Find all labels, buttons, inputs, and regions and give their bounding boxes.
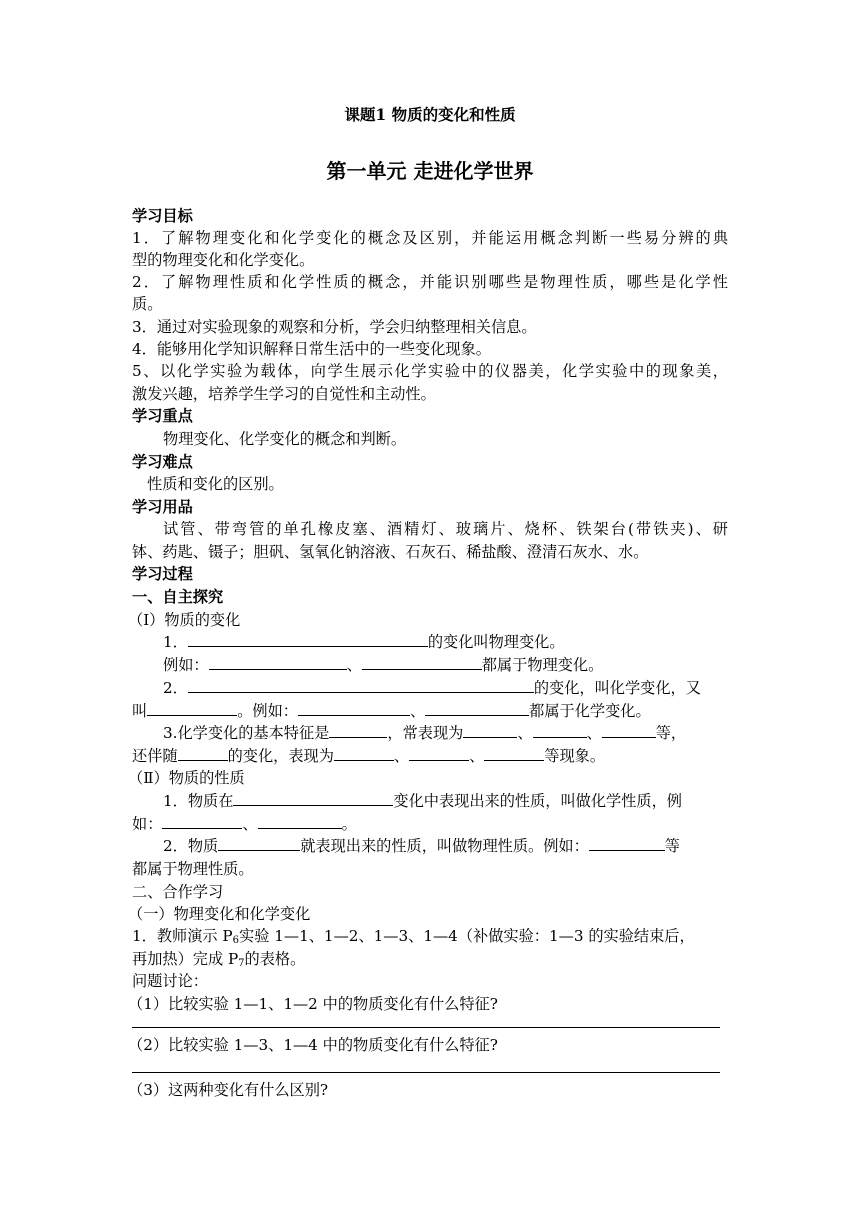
difficulty-heading: 学习难点 xyxy=(132,453,193,471)
q1-suffix: 的变化叫物理变化。 xyxy=(427,633,565,651)
page-subscript: 7 xyxy=(238,958,245,969)
q1-blank[interactable] xyxy=(188,632,428,647)
q1-example-blank-2[interactable] xyxy=(362,655,482,670)
process-heading: 学习过程 xyxy=(132,565,193,583)
p1-suffix: 变化中表现出来的性质，叫做化学性质，例 xyxy=(393,792,682,810)
materials-line-1: 试管、带弯管的单孔橡皮塞、酒精灯、玻璃片、烧杯、铁架台(带铁夹)、研 xyxy=(163,520,728,538)
q3b-blank-3[interactable] xyxy=(484,746,544,761)
goal-3: 3．通过对实验现象的观察和分析，学会归纳整理相关信息。 xyxy=(132,318,537,336)
discussion-question-2: （2）比较实验 1—3、1—4 中的物质变化有什么特征? xyxy=(128,1036,498,1054)
demo-line-2-start: 再加热）完成 P xyxy=(132,950,239,968)
answer-line-1[interactable] xyxy=(132,1027,720,1028)
q3-phenomenon-blank-3[interactable] xyxy=(602,723,656,738)
q3-feature-blank[interactable] xyxy=(329,723,387,738)
section-1-heading: （I）物质的变化 xyxy=(128,611,241,629)
lesson-title: 课题1 物质的变化和性质 xyxy=(344,105,516,124)
cooperative-subheading: （一）物理变化和化学变化 xyxy=(128,905,311,923)
p1-blank[interactable] xyxy=(233,791,393,806)
q3b-change-blank[interactable] xyxy=(178,746,228,761)
separator: 、 xyxy=(469,747,485,765)
q3b-blank-1[interactable] xyxy=(334,746,394,761)
materials-line-2: 钵、药匙、镊子；胆矾、氢氧化钠溶液、石灰石、稀盐酸、澄清石灰水、水。 xyxy=(132,543,649,561)
q1-number: 1． xyxy=(163,633,188,651)
goal-2a: 2．了解物理性质和化学性质的概念，并能识别哪些是物理性质，哪些是化学性 xyxy=(132,273,728,291)
p1-example-prefix: 如： xyxy=(132,815,163,833)
q2-blank[interactable] xyxy=(188,678,534,693)
answer-line-2[interactable] xyxy=(132,1072,720,1073)
q2-number: 2． xyxy=(163,679,188,697)
p1-example-suffix: 。 xyxy=(341,815,357,833)
separator: 、 xyxy=(586,724,602,742)
demo-line-2-end: 的表格。 xyxy=(244,950,306,968)
separator: 、 xyxy=(242,815,258,833)
goal-1b: 型的物理变化和化学变化。 xyxy=(132,251,315,269)
q2-alt-prefix: 叫 xyxy=(132,702,148,720)
p2-blank[interactable] xyxy=(218,836,300,851)
question-2 xyxy=(163,677,701,699)
unit-title: 第一单元 走进化学世界 xyxy=(326,159,534,183)
q3-suffix: 等， xyxy=(655,724,687,742)
question-1 xyxy=(163,631,565,653)
part-1-heading: 一、自主探究 xyxy=(132,588,224,606)
p1-prefix: 1．物质在 xyxy=(163,792,234,810)
p1-example-blank-2[interactable] xyxy=(258,814,342,829)
goal-1a: 1．了解物理变化和化学变化的概念及区别，并能运用概念判断一些易分辨的典 xyxy=(132,229,728,247)
question-1-example xyxy=(163,654,603,676)
q3b-suffix: 等现象。 xyxy=(544,747,605,765)
goal-2b: 质。 xyxy=(132,295,163,313)
page-subscript: 6 xyxy=(232,935,240,946)
cooperative-heading: 二、合作学习 xyxy=(132,883,224,901)
separator: 、 xyxy=(409,702,426,720)
separator: 、 xyxy=(517,724,533,742)
p2-example-blank[interactable] xyxy=(589,836,665,851)
q2-example-blank-2[interactable] xyxy=(425,701,529,716)
q3b-middle: 的变化，表现为 xyxy=(227,747,334,765)
q3-phenomenon-blank-2[interactable] xyxy=(533,723,587,738)
q3-phenomenon-blank-1[interactable] xyxy=(463,723,517,738)
question-2-alt xyxy=(132,700,651,722)
goal-5a: 5、以化学实验为载体，向学生展示化学实验中的仪器美，化学实验中的现象美， xyxy=(132,362,728,380)
q3-middle: ，常表现为 xyxy=(387,724,464,742)
question-3-continued xyxy=(132,745,605,767)
question-3 xyxy=(163,722,686,744)
q3-prefix: 3.化学变化的基本特征是 xyxy=(163,724,330,742)
separator: 、 xyxy=(393,747,410,765)
property-question-1-example xyxy=(132,813,357,835)
materials-heading: 学习用品 xyxy=(132,498,193,516)
property-question-1 xyxy=(163,790,682,812)
property-question-2-continued: 都属于物理性质。 xyxy=(132,860,254,878)
q1-example-blank-1[interactable] xyxy=(209,655,347,670)
p2-middle: 就表现出来的性质，叫做物理性质。例如： xyxy=(300,837,589,855)
property-question-2 xyxy=(163,835,680,857)
demo-line-1-start: 1．教师演示 P xyxy=(132,927,233,945)
discussion-question-3: （3）这两种变化有什么区别? xyxy=(128,1081,329,1099)
q2-example-prefix: 。例如： xyxy=(237,702,298,720)
difficulty-text: 性质和变化的区别。 xyxy=(147,475,284,493)
q3b-prefix: 还伴随 xyxy=(132,747,178,765)
demo-line-1-end: 实验 1—1、1—2、1—3、1—4（补做实验：1—3 的实验结束后， xyxy=(239,927,695,945)
goal-4: 4．能够用化学知识解释日常生活中的一些变化现象。 xyxy=(132,340,491,358)
goal-5b: 激发兴趣，培养学生学习的自觉性和主动性。 xyxy=(132,385,436,403)
section-2-heading: （Ⅱ）物质的性质 xyxy=(128,769,245,787)
key-heading: 学习重点 xyxy=(132,407,193,425)
q1-example-prefix: 例如： xyxy=(163,656,209,674)
q2-example-blank-1[interactable] xyxy=(298,701,410,716)
goals-heading: 学习目标 xyxy=(132,207,193,225)
p2-suffix: 等 xyxy=(664,837,680,855)
separator: 、 xyxy=(346,656,362,674)
q2-suffix: 的变化，叫化学变化，又 xyxy=(533,679,701,697)
p2-prefix: 2．物质 xyxy=(163,837,219,855)
q3b-blank-2[interactable] xyxy=(409,746,469,761)
discussion-question-1: （1）比较实验 1—1、1—2 中的物质变化有什么特征? xyxy=(128,995,498,1013)
q2-alt-blank[interactable] xyxy=(147,701,237,716)
key-text: 物理变化、化学变化的概念和判断。 xyxy=(163,430,406,448)
p1-example-blank-1[interactable] xyxy=(162,814,242,829)
discussion-heading: 问题讨论： xyxy=(132,972,208,990)
q1-example-suffix: 都属于物理变化。 xyxy=(481,656,604,674)
q2-example-suffix: 都属于化学变化。 xyxy=(529,702,651,720)
